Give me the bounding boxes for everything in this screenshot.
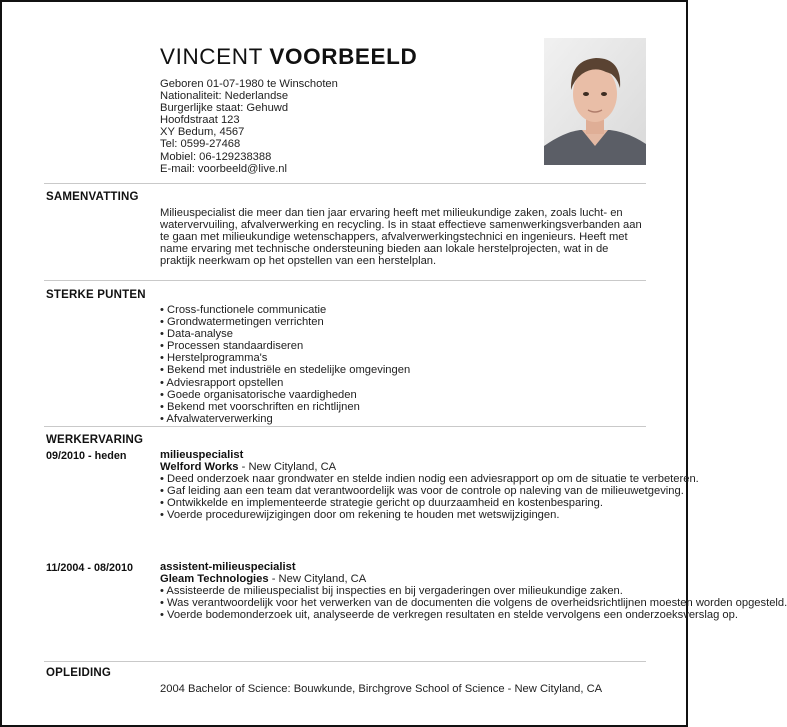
job-bullets <box>160 473 699 522</box>
section-divider <box>44 280 646 281</box>
job-employer-line <box>160 573 646 585</box>
section-divider <box>44 183 646 184</box>
marital-status-line: Burgerlijke staat: Gehuwd <box>160 102 289 115</box>
employer-name: Welford Works <box>160 461 239 474</box>
job-dates: 11/2004 - 08/2010 <box>46 562 134 574</box>
list-item: • Data-analyse <box>160 328 233 341</box>
postal-line: XY Bedum, 4567 <box>160 126 245 139</box>
job-bullets <box>160 585 787 622</box>
employer-name: Gleam Technologies <box>160 573 269 586</box>
strengths-heading: STERKE PUNTEN <box>46 289 146 301</box>
strengths-list <box>160 304 646 425</box>
list-item: • Gaf leiding aan een team dat verantwoordelijk was voor de controle op naleving van de milieuwetgeving. <box>160 485 684 498</box>
employer-location: - New Cityland, CA <box>268 573 367 586</box>
job-title: assistent-milieuspecialist <box>160 561 296 573</box>
last-name: VOORBEELD <box>269 44 418 69</box>
list-item: • Bekend met voorschriften en richtlijnen <box>160 400 360 413</box>
job-employer-line <box>160 461 646 473</box>
summary-heading: SAMENVATTING <box>46 191 139 203</box>
job-dates: 09/2010 - heden <box>46 450 127 462</box>
email-line: E-mail: voorbeeld@live.nl <box>160 162 288 175</box>
list-item: • Deed onderzoek naar grondwater en stelde indien nodig een adviesrapport op om de situatie te verbeteren. <box>160 473 699 486</box>
section-divider <box>44 426 646 427</box>
list-item: • Adviesrapport opstellen <box>160 376 284 389</box>
list-item: • Was verantwoordelijk voor het verwerken van de documenten die volgens de overheidsrichtlijnen moesten worden opgesteld. <box>160 597 787 610</box>
list-item: • Herstelprogramma's <box>160 352 268 365</box>
summary-text: Milieuspecialist die meer dan tien jaar ervaring heeft met milieukundige zaken, zoals lucht- en watervervuiling, afvalverwerking en recycling. Is in staat effectieve samenwerkingsverbanden aan te gaan met milieukundige wetenschappers, afvalverwerkingstechnici en ingenieurs. Heeft met name ervaring met technische ondersteuning bieden aan lokale herstelprojecten, wat in de praktijk neerkwam op het opstellen van een herstelplan. <box>160 207 642 268</box>
list-item: • Cross-functionele communicatie <box>160 304 327 316</box>
profile-photo <box>544 38 646 165</box>
list-item: • Bekend met industriële en stedelijke omgevingen <box>160 364 411 377</box>
experience-heading: WERKERVARING <box>46 434 144 446</box>
job-entry <box>160 449 699 522</box>
list-item: • Goede organisatorische vaardigheden <box>160 388 357 401</box>
job-title: milieuspecialist <box>160 449 244 461</box>
education-heading: OPLEIDING <box>46 667 112 679</box>
nationality-line: Nationaliteit: Nederlandse <box>160 90 289 103</box>
first-name: VINCENT <box>160 44 263 69</box>
job-entry <box>160 561 787 622</box>
street-line: Hoofdstraat 123 <box>160 114 240 127</box>
candidate-name <box>160 44 417 70</box>
employer-location: - New Cityland, CA <box>238 461 337 474</box>
list-item: • Voerde bodemonderzoek uit, analyseerde de verkregen resultaten en stelde vervolgens een onderzoeksverslag op. <box>160 609 738 622</box>
section-divider <box>44 661 646 662</box>
list-item: • Processen standaardiseren <box>160 340 304 353</box>
list-item: • Afvalwaterverwerking <box>160 412 273 425</box>
list-item: • Ontwikkelde en implementeerde strategie gericht op duurzaamheid en kostenbesparing. <box>160 497 603 510</box>
list-item: • Voerde procedurewijzigingen door om rekening te houden met wetswijzigingen. <box>160 509 560 522</box>
contact-details <box>160 78 520 175</box>
portrait-illustration <box>544 38 646 165</box>
phone-line: Tel: 0599-27468 <box>160 138 241 151</box>
birth-line: Geboren 01-07-1980 te Winschoten <box>160 78 338 90</box>
list-item: • Assisteerde de milieuspecialist bij inspecties en bij vergaderingen over milieukundige zaken. <box>160 585 623 598</box>
list-item: • Grondwatermetingen verrichten <box>160 316 324 329</box>
education-entry: 2004 Bachelor of Science: Bouwkunde, Birchgrove School of Science - New Cityland, CA <box>160 683 603 695</box>
mobile-line: Mobiel: 06-129238388 <box>160 150 272 163</box>
